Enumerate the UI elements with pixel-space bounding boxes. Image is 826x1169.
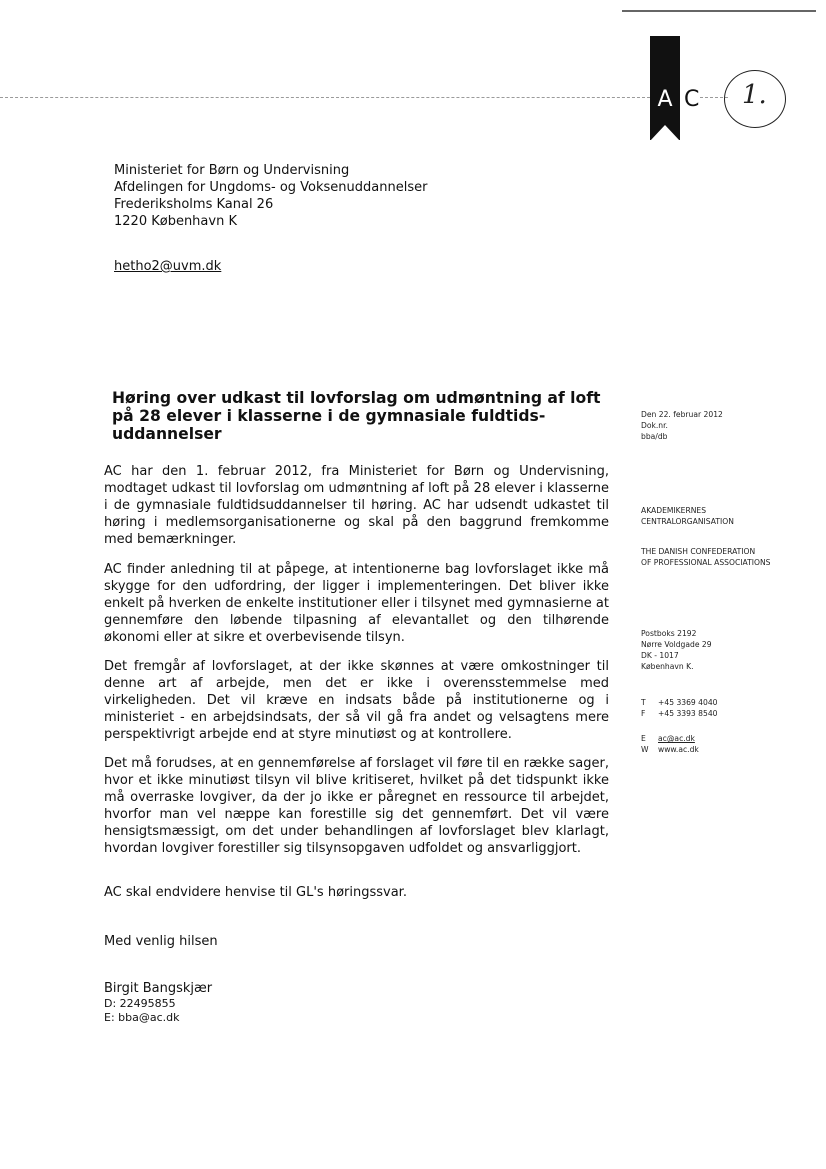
signer-name: Birgit Bangskjær — [104, 981, 213, 996]
signer-phone: D: 22495855 — [104, 997, 176, 1010]
scan-fold-line — [0, 97, 650, 98]
org-email-link[interactable]: ac@ac.dk — [658, 734, 695, 743]
address-line: Frederiksholms Kanal 26 — [114, 197, 274, 212]
letter-heading: Høring over udkast til lovforslag om udmøntning af loft på 28 elever i klasserne i de gymnasiale fuldtids-uddannelser — [112, 389, 601, 443]
handwritten-number: 1. — [742, 80, 767, 110]
doc-number: Dok.nr. — [641, 421, 668, 430]
email-row: E ac@ac.dk — [641, 734, 695, 743]
phone-row: T +45 3369 4040 — [641, 698, 718, 707]
body-paragraph-4: Det må forudses, at en gennemførelse af forslaget vil føre til en række sager, hvor et ikke minutiøst tilsyn vil blive kritiseret, hvilket på det tidspunkt ikke må overraske lovgiver, da der jo ikke er påregnet en ressource til arbejdet, hvorfor man vel næppe kan forestille sig det gennemført. Det vil være hensigtsmæssigt, om det under behandlingen af lovforslaget blev klarlagt, hvordan lovgiver forestiller sig tilsynsopgaven udfoldet og ansvarliggjort. — [104, 756, 609, 856]
body-paragraph-2: AC finder anledning til at påpege, at intentionerne bag lovforslaget ikke må skygge for den udfordring, der ligger i implementeringen. Det bliver ikke enkelt på hverken de enkelte institutioner eller i tilsynet med gymnasierne at gennemføre den løbende tilpasning af elevantallet og den tilhørende økonomi eller at sikre et overbevisende tilsyn. — [104, 562, 609, 645]
signer-email[interactable]: E: bba@ac.dk — [104, 1011, 180, 1024]
body-paragraph-3: Det fremgår af lovforslaget, at der ikke skønnes at være omkostninger til denne art af arbejde, men det er ikke i overensstemmelse med virkeligheden. Det vil kræve en indsats både på institutionerne og i ministeriet - en arbejdsindsats, der så vil gå fra andet og velsagtens mere perspektivrigt arbejde end at styre minutiøst og at kontrollere. — [104, 659, 609, 742]
fax-row: F +45 3393 8540 — [641, 709, 718, 718]
address-line: Afdelingen for Ungdoms- og Voksenuddannelser — [114, 180, 428, 195]
sidebar-org-danish: AKADEMIKERNES CENTRALORGANISATION — [641, 506, 734, 526]
web-row: W www.ac.dk — [641, 745, 699, 754]
address-line: 1220 København K — [114, 214, 237, 229]
reference-initials: bba/db — [641, 432, 668, 441]
address-line: Ministeriet for Børn og Undervisning — [114, 163, 350, 178]
recipient-address — [114, 162, 427, 230]
logo-notch — [650, 125, 680, 141]
body-paragraph-5: AC skal endvidere henvise til GL's høringssvar. — [104, 885, 407, 900]
scan-top-line — [622, 10, 816, 12]
closing-greeting: Med venlig hilsen — [104, 934, 218, 949]
signature-block — [104, 981, 212, 1025]
recipient-email-link[interactable]: hetho2@uvm.dk — [114, 259, 222, 274]
sidebar-org-english: THE DANISH CONFEDERATION OF PROFESSIONAL ASSOCIATIONS — [641, 547, 771, 567]
sidebar-email-web — [641, 733, 699, 755]
logo-letter-a: A — [657, 87, 673, 112]
sidebar-meta — [641, 409, 723, 442]
letter-date: Den 22. februar 2012 — [641, 410, 723, 419]
sidebar-phone-fax — [641, 697, 718, 719]
org-website-link[interactable]: www.ac.dk — [658, 745, 699, 754]
sidebar-postal-address: Postboks 2192 Nørre Voldgade 29 DK - 1017 København K. — [641, 629, 712, 671]
body-paragraph-1: AC har den 1. februar 2012, fra Ministeriet for Børn og Undervisning, modtaget udkast til lovforslag om udmøntning af loft på 28 elever i klasserne i de gymnasiale fuldtidsuddannelser til høring. AC har udsendt udkastet til høring i medlemsorganisationerne og skal på den baggrund fremkomme med bemærkninger. — [104, 464, 609, 547]
logo-letter-c: C — [684, 87, 700, 112]
